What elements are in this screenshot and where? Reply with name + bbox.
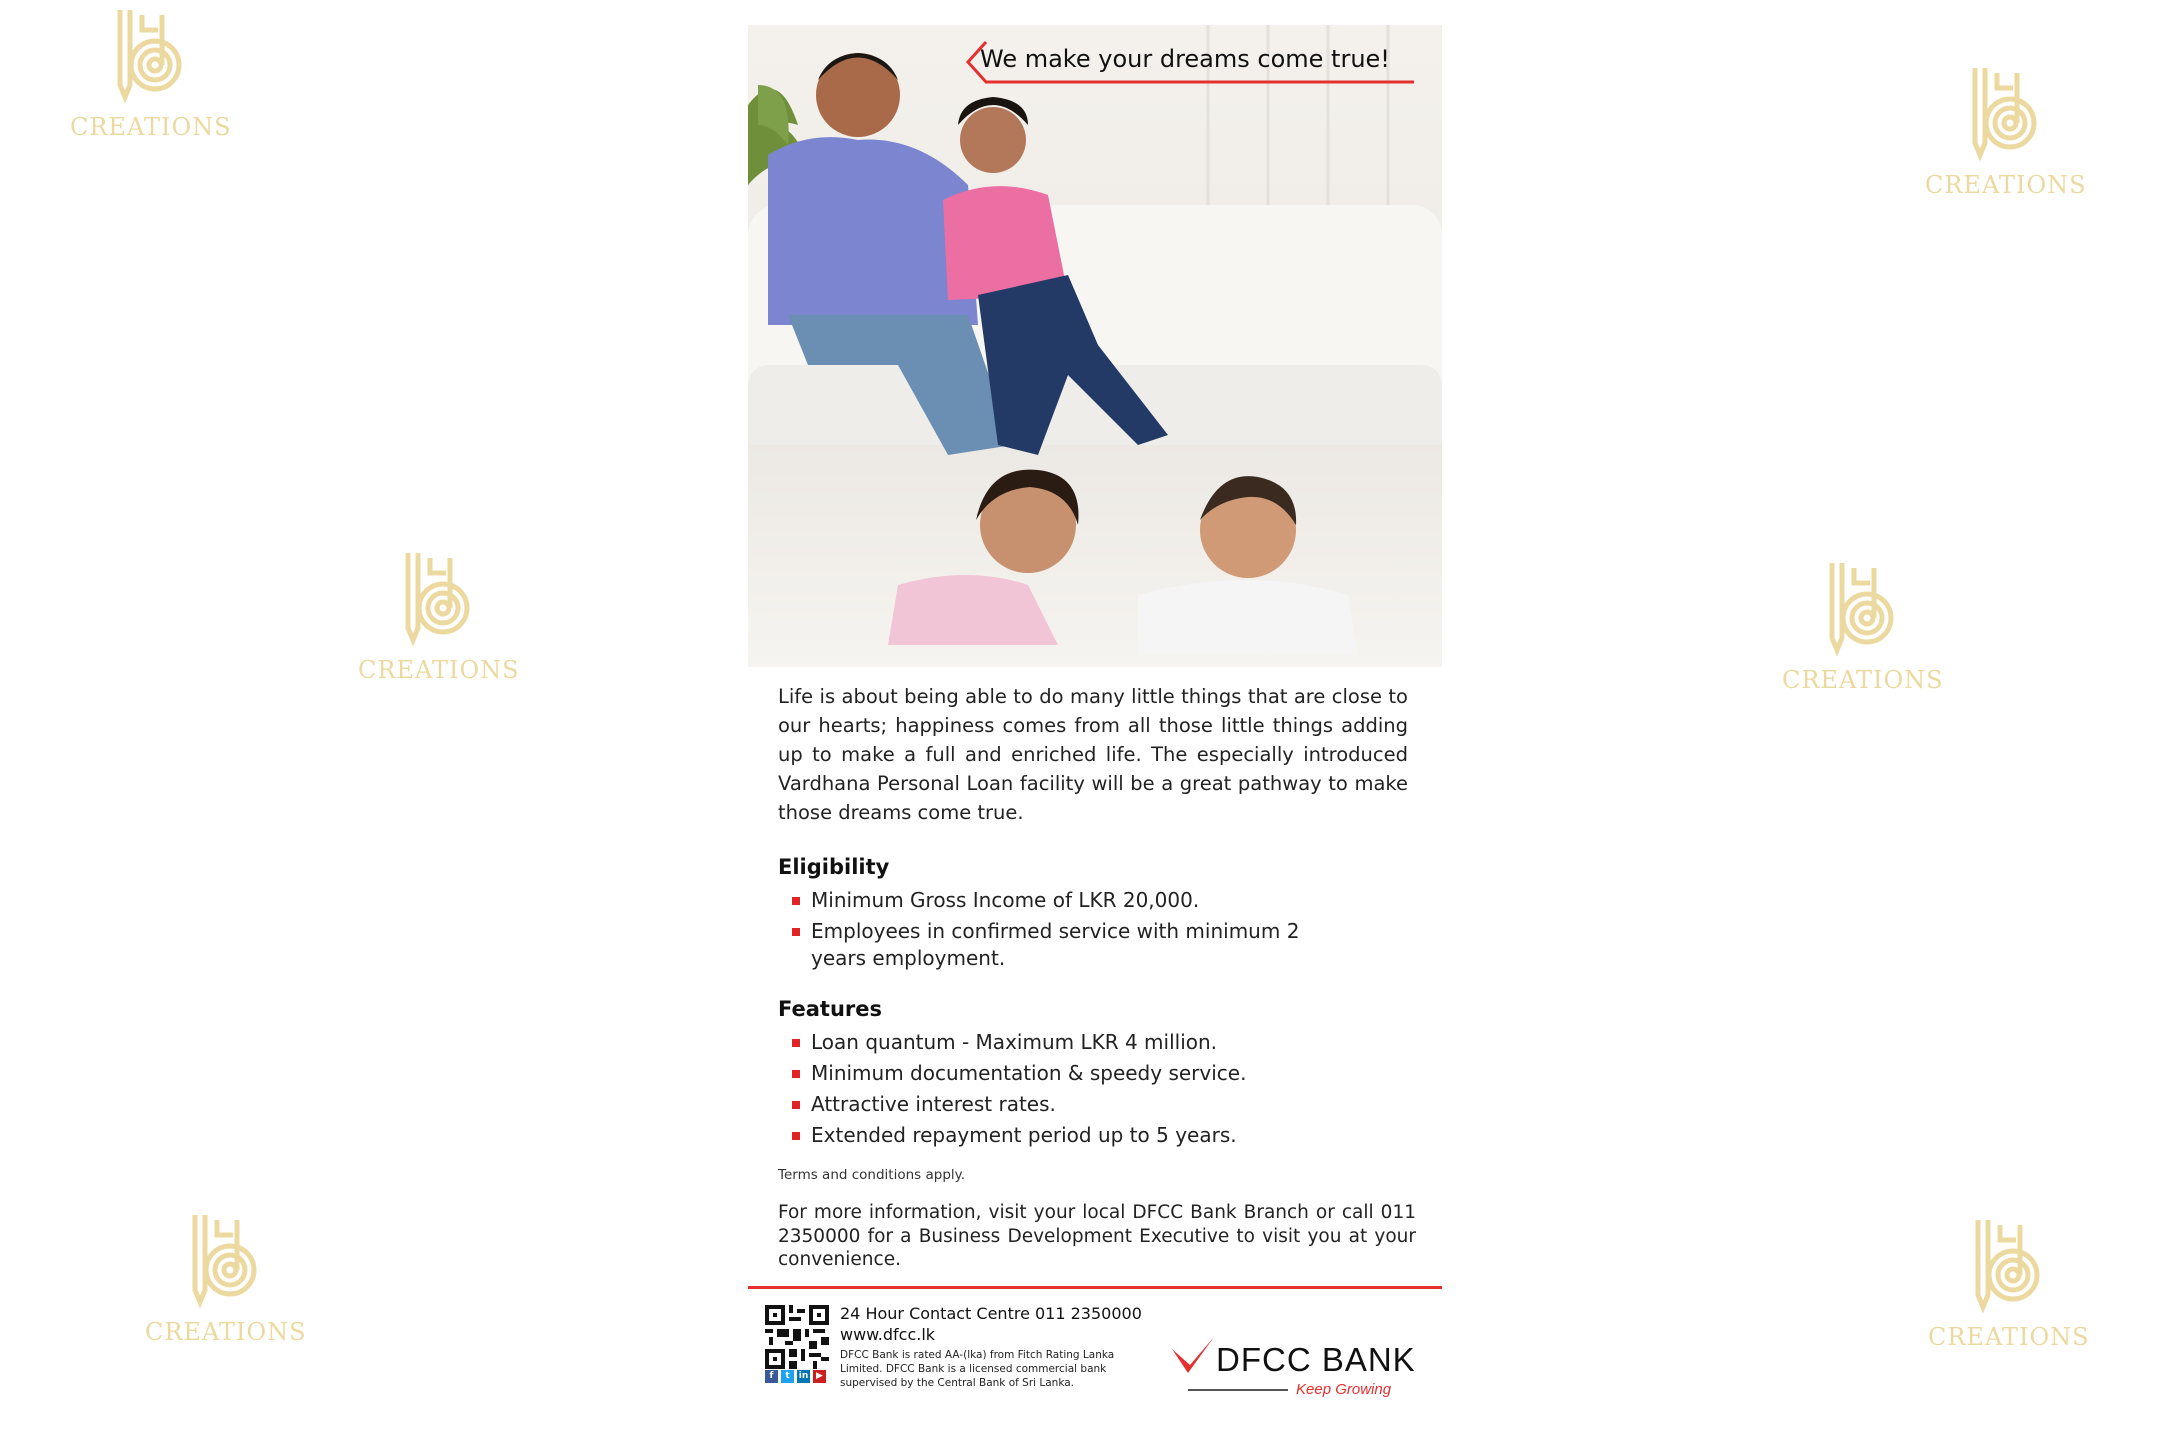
watermark-text: CREATIONS [145,1318,307,1346]
creations-logo-icon [1955,63,2045,173]
contact-block [840,1303,1142,1390]
qr-code-icon[interactable] [765,1305,829,1369]
tagline: We make your dreams come true! [980,45,1390,73]
facebook-icon[interactable]: f [765,1370,778,1383]
watermark [145,1210,307,1346]
watermark-text: CREATIONS [358,656,520,684]
creations-logo-icon [1958,1215,2048,1325]
watermark-text: CREATIONS [1928,1323,2090,1351]
watermark [1782,558,1944,694]
list-item: Minimum documentation & speedy service. [778,1060,1418,1087]
features-list [778,1029,1418,1153]
footer-divider [748,1286,1442,1289]
creations-logo-icon [175,1210,265,1320]
list-item: Extended repayment period up to 5 years. [778,1122,1418,1149]
logo-underline [1188,1389,1288,1391]
watermark [1925,63,2087,199]
watermark [1928,1215,2090,1351]
social-icons [765,1370,826,1383]
eligibility-heading: Eligibility [778,855,890,879]
family-illustration [748,25,1442,667]
disclaimer: DFCC Bank is rated AA-(lka) from Fitch Rating Lanka Limited. DFCC Bank is a licensed commercial bank supervised by the Central Bank of Sri Lanka. [840,1349,1115,1389]
twitter-icon[interactable]: t [781,1370,794,1383]
creations-logo-icon [388,548,478,658]
advertisement [748,25,1442,1415]
terms-text: Terms and conditions apply. [778,1167,965,1183]
logo-text: DFCC BANK [1216,1341,1416,1378]
features-heading: Features [778,997,882,1021]
family-photo [748,25,1442,667]
linkedin-icon[interactable]: in [798,1371,809,1381]
checkmark-logo-icon [1168,1335,1218,1385]
watermark [358,548,520,684]
watermark-text: CREATIONS [1925,171,2087,199]
watermark [70,5,232,141]
creations-logo-icon [1812,558,1902,668]
watermark-text: CREATIONS [70,113,232,141]
contact-centre: 24 Hour Contact Centre 011 2350000 [840,1304,1142,1323]
watermark-text: CREATIONS [1782,666,1944,694]
logo-tagline: Keep Growing [1296,1381,1392,1398]
list-item: Employees in confirmed service with minimum 2 years employment. [778,918,1338,972]
more-info-text: For more information, visit your local DFCC Bank Branch or call 011 2350000 for a Business Development Executive to visit you at your convenience. [778,1202,1416,1270]
dfcc-logo [1168,1325,1428,1415]
youtube-icon[interactable]: ▶ [813,1370,826,1383]
body-copy: Life is about being able to do many little things that are close to our hearts; happiness comes from all those little things adding up to make a full and enriched life. The especially introduced Vardhana Personal Loan facility will be a great pathway to make those dreams come true. [778,685,1408,824]
list-item: Attractive interest rates. [778,1091,1418,1118]
website-link[interactable]: www.dfcc.lk [840,1325,936,1344]
creations-logo-icon [100,5,190,115]
list-item: Loan quantum - Maximum LKR 4 million. [778,1029,1418,1056]
list-item: Minimum Gross Income of LKR 20,000. [778,887,1338,914]
eligibility-list [778,887,1338,976]
